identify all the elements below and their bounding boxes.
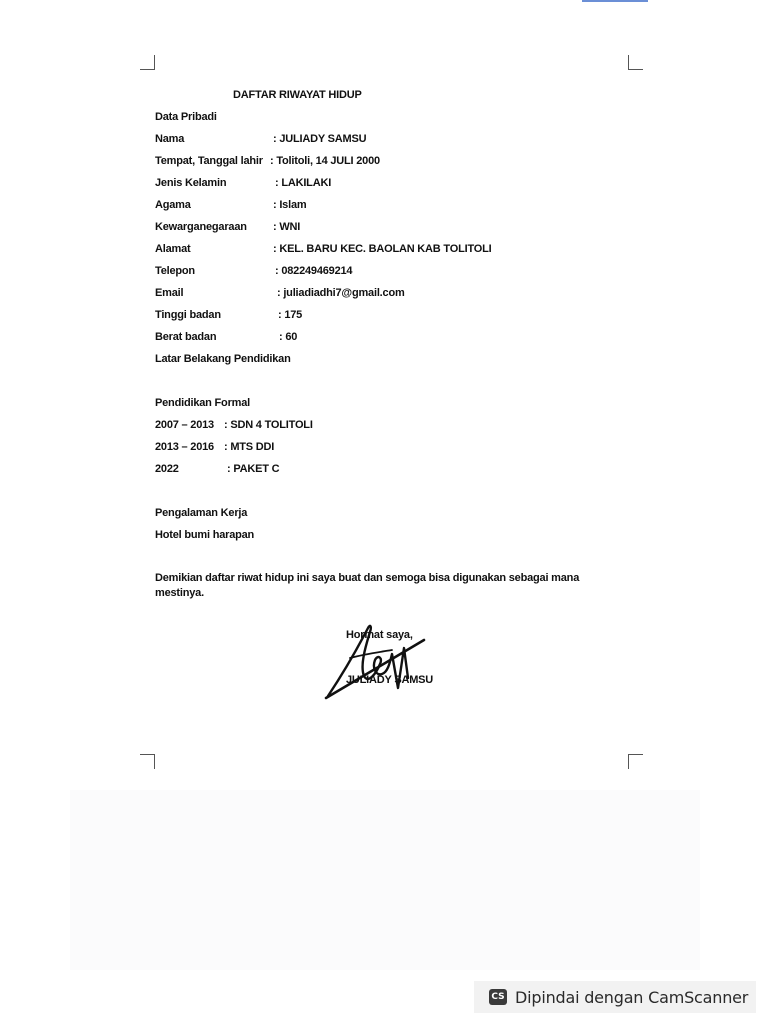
education-row	[155, 463, 280, 475]
personal-row-citizenship	[155, 221, 301, 233]
field-value: : LAKILAKI	[275, 177, 332, 189]
top-accent-bar	[582, 0, 648, 2]
field-value: : KEL. BARU KEC. BAOLAN KAB TOLITOLI	[273, 243, 492, 255]
field-value: : 175	[278, 309, 303, 321]
education-school: : MTS DDI	[224, 441, 275, 453]
field-label: Kewarganegaraan	[155, 221, 247, 233]
field-value: : 60	[279, 331, 298, 343]
field-value: : juliadiadhi7@gmail.com	[277, 287, 405, 299]
camscanner-watermark	[474, 981, 756, 1013]
education-school: : SDN 4 TOLITOLI	[224, 419, 313, 431]
education-years: 2022	[155, 463, 179, 475]
crop-mark-bottom-right	[628, 754, 643, 769]
field-value: : 082249469214	[275, 265, 353, 277]
camscanner-label: Dipindai dengan CamScanner	[515, 987, 749, 1007]
work-experience-item: Hotel bumi harapan	[155, 529, 255, 541]
field-label: Tinggi badan	[155, 309, 221, 321]
field-label: Agama	[155, 199, 191, 211]
field-label: Jenis Kelamin	[155, 177, 227, 189]
personal-row-email	[155, 287, 405, 299]
crop-mark-top-right	[628, 55, 643, 70]
field-label: Berat badan	[155, 331, 217, 343]
page-shadow	[70, 790, 700, 970]
personal-row-height	[155, 309, 303, 321]
handwritten-signature	[320, 618, 440, 703]
education-school: : PAKET C	[227, 463, 280, 475]
education-row	[155, 419, 313, 431]
field-value: : WNI	[273, 221, 301, 233]
crop-mark-bottom-left	[140, 754, 155, 769]
field-label: Email	[155, 287, 184, 299]
personal-row-weight	[155, 331, 298, 343]
field-value: : Islam	[273, 199, 307, 211]
education-background-heading: Latar Belakang Pendidikan	[155, 353, 291, 365]
education-years: 2013 – 2016	[155, 441, 214, 453]
personal-row-name	[155, 133, 367, 145]
field-label: Tempat, Tanggal lahir	[155, 155, 263, 167]
document-title: DAFTAR RIWAYAT HIDUP	[233, 89, 362, 101]
field-value: : Tolitoli, 14 JULI 2000	[270, 155, 380, 167]
field-label: Alamat	[155, 243, 191, 255]
signer-name: JULIADY SAMSU	[346, 674, 434, 686]
field-value: : JULIADY SAMSU	[273, 133, 367, 145]
field-label: Nama	[155, 133, 185, 145]
work-experience-heading: Pengalaman Kerja	[155, 507, 248, 519]
crop-mark-top-left	[140, 55, 155, 70]
personal-data-heading: Data Pribadi	[155, 111, 217, 123]
camscanner-logo-icon: CS	[489, 989, 507, 1005]
education-years: 2007 – 2013	[155, 419, 214, 431]
personal-row-gender	[155, 177, 332, 189]
personal-row-religion	[155, 199, 307, 211]
personal-row-phone	[155, 265, 353, 277]
regards-text: Hormat saya,	[346, 629, 413, 641]
personal-row-birth	[155, 155, 380, 167]
personal-row-address	[155, 243, 492, 255]
formal-education-heading: Pendidikan Formal	[155, 397, 251, 409]
closing-statement: Demikian daftar riwat hidup ini saya buat dan semoga bisa digunakan sebagai mana mestinya.	[155, 572, 580, 599]
field-label: Telepon	[155, 265, 195, 277]
education-row	[155, 441, 275, 453]
